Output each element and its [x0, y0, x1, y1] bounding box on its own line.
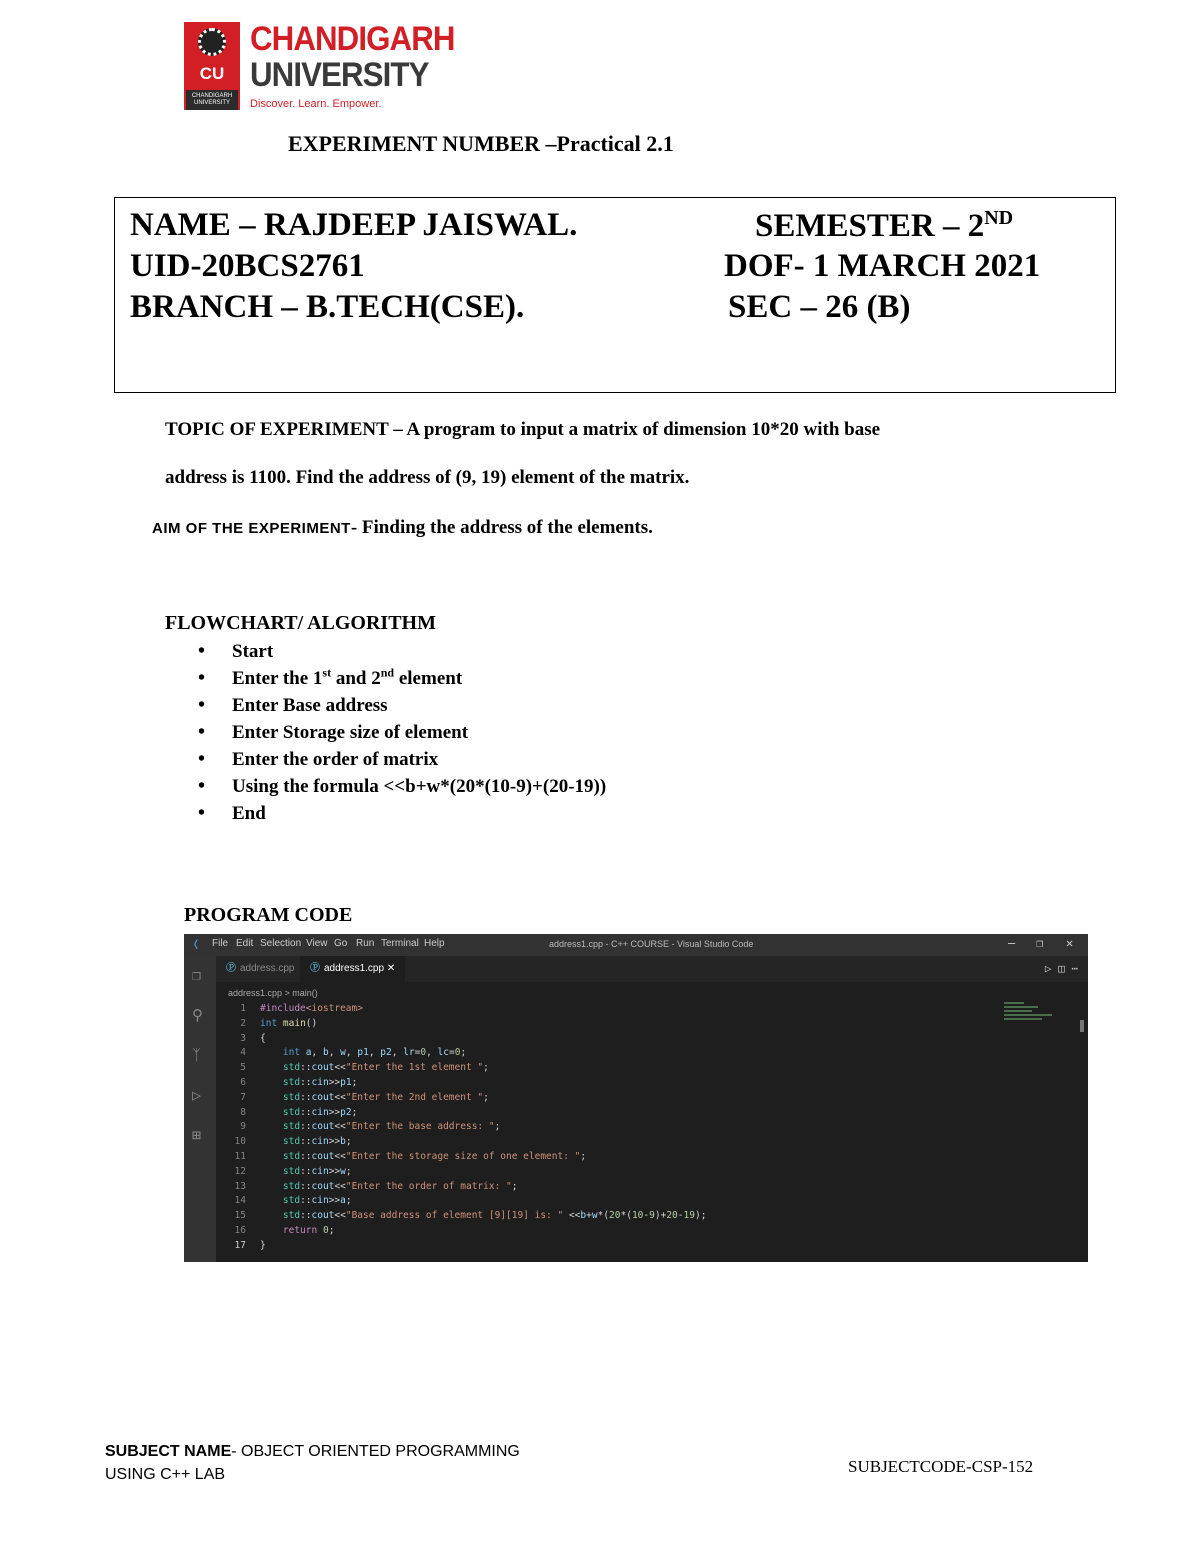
- topic-line2: address is 1100. Find the address of (9, 19) element of the matrix.: [165, 467, 690, 488]
- ordinal-suffix: st: [322, 665, 332, 680]
- list-item: [198, 692, 606, 719]
- step-text: Enter Storage size of element: [232, 722, 469, 743]
- code-line: 13 std::cout<<"Enter the order of matrix: ";: [234, 1180, 518, 1192]
- menu-view[interactable]: View: [306, 938, 328, 949]
- step-text: Enter Base address: [232, 695, 388, 716]
- logo-line1: CHANDIGARH: [250, 20, 455, 58]
- vscode-logo-icon: ❬: [192, 937, 200, 952]
- program-code-heading: PROGRAM CODE: [184, 904, 353, 926]
- code-line: 14 std::cin>>a;: [234, 1195, 352, 1207]
- step-text: Enter the 1: [232, 668, 323, 689]
- section: SEC – 26 (B): [728, 289, 911, 325]
- window-title: address1.cpp - C++ COURSE - Visual Studio Code: [549, 939, 754, 949]
- menu-run[interactable]: Run: [356, 938, 375, 949]
- minimize-icon[interactable]: –: [1008, 936, 1016, 950]
- algorithm-list: [198, 638, 606, 827]
- tab-close-icon[interactable]: ✕: [386, 963, 396, 974]
- editor-actions-icon[interactable]: ▷ ◫ ⋯: [1044, 962, 1078, 975]
- tab-label: address.cpp: [240, 963, 295, 974]
- menu-file[interactable]: File: [212, 938, 229, 949]
- code-line: 12 std::cin>>w;: [234, 1165, 352, 1177]
- code-line: 1 #include<iostream>: [240, 1003, 363, 1014]
- cpp-file-icon: Ⓟ: [310, 963, 320, 974]
- close-icon[interactable]: ✕: [1066, 936, 1074, 950]
- gear-emblem-icon: [198, 28, 226, 56]
- logo-badge-small-text: CHANDIGARH UNIVERSITY: [186, 90, 238, 110]
- tab-address-cpp[interactable]: [216, 956, 304, 982]
- topic-line1: TOPIC OF EXPERIMENT – A program to input a matrix of dimension 10*20 with base: [165, 419, 881, 440]
- date-of-experiment: DOF- 1 MARCH 2021: [724, 248, 1041, 284]
- menu-selection[interactable]: Selection: [260, 938, 302, 949]
- editor-titlebar: [184, 934, 1088, 956]
- university-logo: [184, 20, 455, 112]
- student-branch: BRANCH – B.TECH(CSE).: [130, 289, 525, 325]
- restore-icon[interactable]: ❐: [1036, 936, 1044, 950]
- code-editor-screenshot: [184, 934, 1088, 1262]
- menu-go[interactable]: Go: [334, 938, 348, 949]
- semester-text: SEMESTER – 2: [755, 208, 985, 244]
- scrollbar[interactable]: [1080, 1020, 1084, 1032]
- tab-label: address1.cpp: [324, 963, 385, 974]
- code-line: 15 std::cout<<"Base address of element [9][19] is: " <<b+w*(20*(10-9)+20-19);: [234, 1210, 707, 1222]
- logo-badge-text: CU: [199, 64, 225, 83]
- activity-bar: [184, 956, 216, 1262]
- subject-name: [105, 1443, 520, 1461]
- flowchart-heading: FLOWCHART/ ALGORITHM: [165, 612, 436, 634]
- code-line: 4 int a, b, w, p1, p2, lr=0, lc=0;: [240, 1047, 467, 1059]
- list-item: [198, 665, 606, 692]
- code-line: 9 std::cout<<"Enter the base address: ";: [240, 1121, 501, 1133]
- step-text: End: [232, 803, 266, 824]
- code-line: 10 std::cin>>b;: [234, 1136, 352, 1148]
- run-debug-icon[interactable]: ▷: [192, 1086, 202, 1104]
- experiment-title: EXPERIMENT NUMBER –Practical 2.1: [288, 131, 674, 156]
- code-line: 8 std::cin>>p2;: [240, 1106, 358, 1118]
- step-text: and 2: [331, 668, 381, 689]
- code-line: 16 return 0;: [234, 1224, 335, 1236]
- student-uid: UID-20BCS2761: [130, 248, 365, 284]
- tab-address1-cpp[interactable]: [300, 956, 405, 982]
- search-icon[interactable]: ⚲: [192, 1006, 203, 1024]
- code-area[interactable]: [216, 1002, 706, 1254]
- code-line: 11 std::cout<<"Enter the storage size of one element: ";: [234, 1150, 587, 1162]
- logo-badge: [184, 22, 240, 110]
- student-name: NAME – RAJDEEP JAISWAL.: [130, 207, 578, 243]
- ordinal-suffix: nd: [380, 665, 395, 680]
- aim-of-experiment: [152, 517, 653, 539]
- extensions-icon[interactable]: ⊞: [192, 1126, 202, 1144]
- list-item: [198, 638, 606, 665]
- cpp-file-icon: Ⓟ: [226, 963, 236, 974]
- semester-suffix: ND: [984, 207, 1014, 229]
- menu-edit[interactable]: Edit: [236, 938, 254, 949]
- step-text: element: [394, 668, 463, 689]
- step-text: Using the formula <<b+w*(20*(10-9)+(20-19)): [232, 776, 607, 797]
- step-text: Enter the order of matrix: [232, 749, 439, 770]
- breadcrumb[interactable]: address1.cpp > main(): [228, 988, 318, 998]
- logo-line2: UNIVERSITY: [250, 56, 429, 94]
- code-line: 3 {: [240, 1032, 266, 1044]
- code-line: 17 }: [234, 1239, 266, 1251]
- menu-terminal[interactable]: Terminal: [381, 938, 419, 949]
- editor-tabs: [216, 956, 1088, 982]
- list-item: [198, 719, 606, 746]
- code-line: 5 std::cout<<"Enter the 1st element ";: [240, 1062, 489, 1074]
- code-line: 2 int main(): [240, 1017, 318, 1029]
- subject-name-line1: - OBJECT ORIENTED PROGRAMMING: [231, 1443, 520, 1460]
- code-line: 7 std::cout<<"Enter the 2nd element ";: [240, 1091, 489, 1103]
- code-line: 6 std::cin>>p1;: [240, 1076, 358, 1088]
- menu-help[interactable]: Help: [424, 938, 445, 949]
- minimap[interactable]: [1004, 1002, 1060, 1030]
- subject-name-line2: USING C++ LAB: [105, 1466, 226, 1483]
- subject-name-label: SUBJECT NAME: [105, 1443, 232, 1460]
- logo-tagline: Discover. Learn. Empower.: [250, 98, 382, 110]
- list-item: [198, 746, 606, 773]
- semester: [755, 207, 1013, 245]
- list-item: [198, 800, 606, 827]
- explorer-icon[interactable]: ❐: [192, 966, 202, 984]
- aim-label: AIM OF THE EXPERIMENT: [152, 520, 351, 537]
- subject-code: SUBJECTCODE-CSP-152: [848, 1457, 1034, 1476]
- step-text: Start: [232, 641, 274, 662]
- source-control-icon[interactable]: ᛉ: [192, 1046, 202, 1064]
- aim-text: - Finding the address of the elements.: [350, 517, 653, 538]
- list-item: [198, 773, 606, 800]
